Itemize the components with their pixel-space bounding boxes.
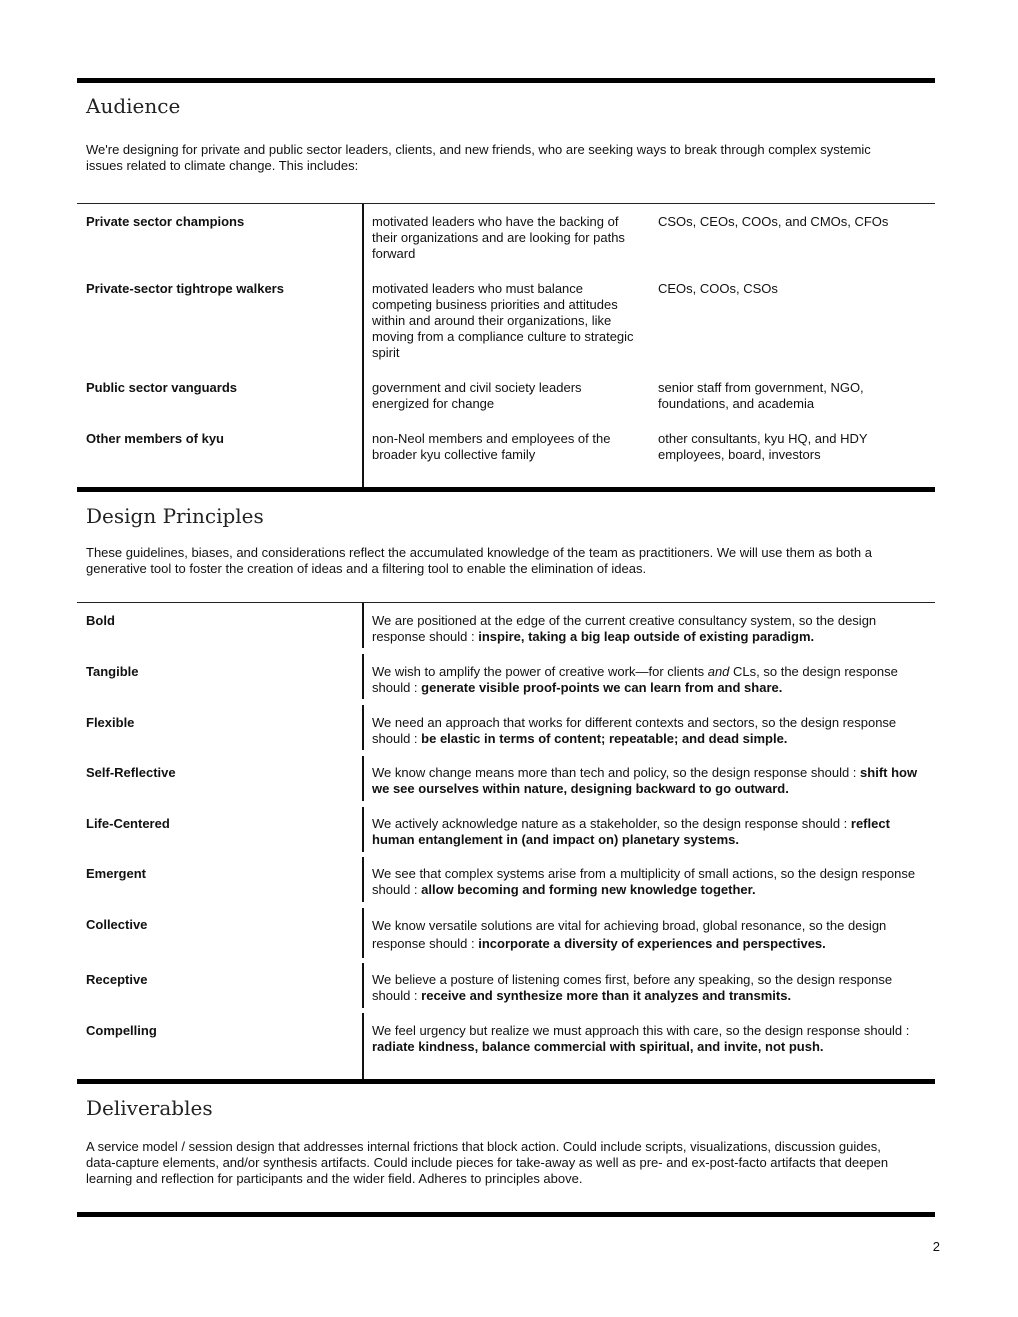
audience-row-roles: CSOs, CEOs, COOs, and CMOs, CFOs xyxy=(658,214,889,229)
audience-heading: Audience xyxy=(86,94,181,118)
page-number: 2 xyxy=(932,1239,940,1254)
audience-row-description: government and civil society leaders energized for change xyxy=(372,380,582,411)
principles-intro: These guidelines, biases, and considerations reflect the accumulated knowledge of the team as practitioners. We will use them as both a generative tool to foster the creation of ideas and a filtering tool to enable the elimination of ideas. xyxy=(86,545,872,576)
principle-label: Compelling xyxy=(86,1023,157,1038)
audience-row-roles: senior staff from government, NGO, foundations, and academia xyxy=(658,380,864,411)
principle-row-divider xyxy=(362,857,364,902)
section-divider xyxy=(77,1079,935,1084)
principles-heading: Design Principles xyxy=(86,504,264,528)
deliverables-text: A service model / session design that addresses internal frictions that block action. Could include scripts, visualizations, discussion guides, data-capture elements, and/or synthesis artifacts. Could include pieces for take-away as well as pre- and ex-post-facto artifacts that deepen learning and reflection for participants and the wider field. Adheres to principles above. xyxy=(86,1139,889,1186)
principle-row-divider xyxy=(362,807,364,852)
principle-row-divider xyxy=(362,756,364,801)
section-divider xyxy=(77,487,935,492)
principle-description xyxy=(372,664,928,696)
principle-text: We know change means more than tech and policy, so the design response should : xyxy=(372,765,861,780)
principle-description xyxy=(372,1023,928,1055)
audience-row-label: Private sector champions xyxy=(86,214,245,229)
audience-intro: We're designing for private and public sector leaders, clients, and new friends, who are seeking ways to break through complex systemic issues related to climate change. This includes: xyxy=(86,142,871,173)
principle-description xyxy=(372,972,928,1004)
principle-text: We are positioned at the edge of the current creative consultancy system, so the design response should : xyxy=(372,613,877,644)
principle-description xyxy=(372,765,928,797)
principle-emphasis: incorporate a diversity of experiences and perspectives. xyxy=(478,936,826,951)
principle-description xyxy=(372,866,928,898)
principle-text: CLs, so the design response should : xyxy=(372,664,898,695)
audience-row-description: motivated leaders who have the backing of their organizations and are looking for paths forward xyxy=(372,214,625,261)
principle-text: We need an approach that works for different contexts and sectors, so the design response should : xyxy=(372,715,897,746)
principle-label: Flexible xyxy=(86,715,135,730)
deliverables-heading: Deliverables xyxy=(86,1096,213,1120)
section-divider-bottom xyxy=(77,1212,935,1217)
audience-table-column-divider xyxy=(362,204,364,488)
principle-italic-text: and xyxy=(707,664,730,679)
principle-label: Emergent xyxy=(86,866,146,881)
principle-label: Self-Reflective xyxy=(86,765,176,780)
principle-text: We actively acknowledge nature as a stakeholder, so the design response should : xyxy=(372,816,851,831)
audience-row-label: Public sector vanguards xyxy=(86,380,237,395)
principle-row-divider xyxy=(362,654,364,699)
principle-row-divider xyxy=(362,963,364,1008)
principle-text: We see that complex systems arise from a multiplicity of small actions, so the design response should : xyxy=(372,866,916,897)
audience-row-description: motivated leaders who must balance competing business priorities and attitudes within and around their organizations, like moving from a compliance culture to strategic spirit xyxy=(372,281,634,360)
audience-row-description: non-Neol members and employees of the broader kyu collective family xyxy=(372,431,611,462)
principle-description xyxy=(372,715,928,747)
principle-text: We wish to amplify the power of creative work—for clients xyxy=(372,664,708,679)
principle-emphasis: allow becoming and forming new knowledge together. xyxy=(421,882,756,897)
principle-description xyxy=(372,816,928,848)
principle-text: We believe a posture of listening comes first, before any speaking, so the design response should : xyxy=(372,972,893,1003)
principle-label: Life-Centered xyxy=(86,816,170,831)
audience-table-top-rule xyxy=(77,203,935,204)
principle-description xyxy=(372,917,928,953)
principle-emphasis: be elastic in terms of content; repeatable; and dead simple. xyxy=(421,731,788,746)
audience-row-label: Private-sector tightrope walkers xyxy=(86,281,284,296)
principle-text: We feel urgency but realize we must approach this with care, so the design response should : xyxy=(372,1023,910,1038)
principle-emphasis: reflect human entanglement in (and impact on) planetary systems. xyxy=(372,816,890,847)
principle-label: Collective xyxy=(86,917,148,932)
principle-row-divider xyxy=(362,705,364,750)
principle-text: We know versatile solutions are vital for achieving broad, global resonance, so the design response should : xyxy=(372,918,887,951)
principle-emphasis: inspire, taking a big leap outside of existing paradigm. xyxy=(478,629,815,644)
principle-description xyxy=(372,613,928,645)
principle-row-divider xyxy=(362,908,364,958)
principle-label: Receptive xyxy=(86,972,148,987)
principle-label: Bold xyxy=(86,613,115,628)
section-divider-top xyxy=(77,78,935,83)
principles-table-top-rule xyxy=(77,602,935,603)
principle-emphasis: receive and synthesize more than it analyzes and transmits. xyxy=(421,988,792,1003)
principle-emphasis: generate visible proof-points we can learn from and share. xyxy=(421,680,783,695)
principle-emphasis: radiate kindness, balance commercial with spiritual, and invite, not push. xyxy=(372,1039,824,1054)
principle-row-divider xyxy=(362,1013,364,1079)
audience-row-label: Other members of kyu xyxy=(86,431,224,446)
audience-row-roles: CEOs, COOs, CSOs xyxy=(658,281,778,296)
principle-label: Tangible xyxy=(86,664,139,679)
principle-emphasis: shift how we see ourselves within nature, designing backward to go outward. xyxy=(372,765,918,796)
principle-row-divider xyxy=(362,603,364,648)
audience-row-roles: other consultants, kyu HQ, and HDY employees, board, investors xyxy=(658,431,868,462)
